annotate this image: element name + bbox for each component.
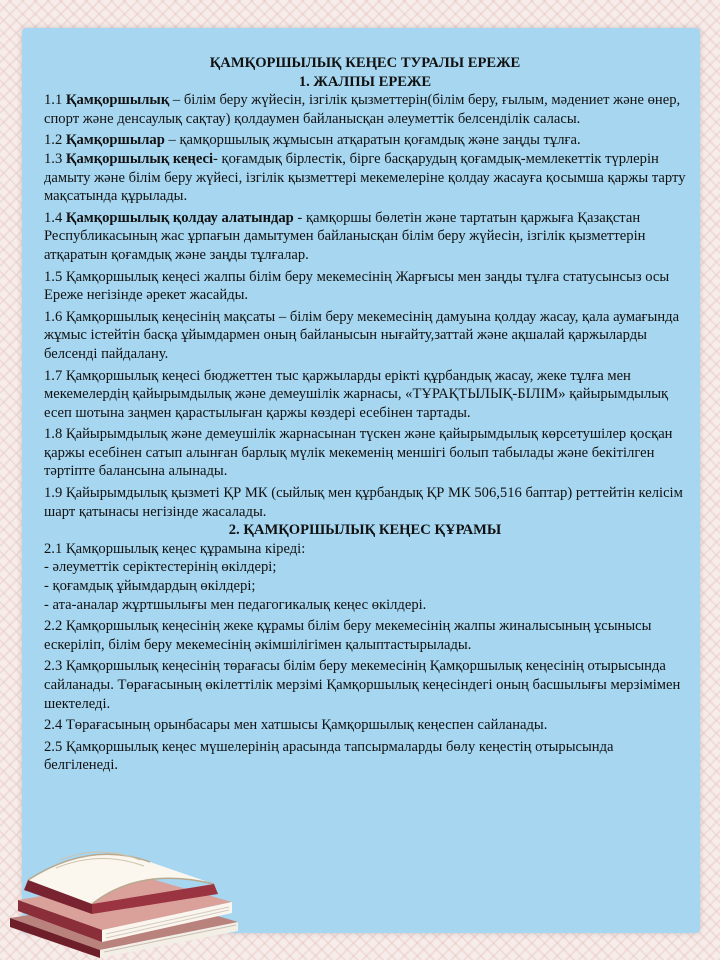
- para-number: 1.1: [44, 92, 66, 109]
- paragraph-2-5: 2.5 Қамқоршылық кеңес мүшелерінің арасында тапсырмаларды бөлу кеңестің отырысында белгіленеді.: [44, 738, 614, 774]
- paragraph-1-2: [44, 131, 686, 150]
- paragraph-2-3: 2.3 Қамқоршылық кеңесінің төрағасы білім беру мекемесінің Қамқоршылық кеңесінің отырысында сайланады. Төрағасының өкілеттілік мерзімі Қамқоршылық кеңесіндегі оның басшылығы мерзімімен шектеледі.: [44, 658, 681, 712]
- paragraph-1-7: 1.7 Қамқоршылық кеңесі бюджеттен тыс қаржыларды ерікті құрбандық жасау, жеке тұлға мен мекемелердің қайырымдылық және демеушілік жарнасы, «ТҰРАҚТЫЛЫҚ-БІЛІМ» қайырымдылық есеп шотына заңмен қарастылыған қаржы көздері есебінен тартады.: [44, 367, 669, 421]
- books-illustration-icon: [0, 800, 245, 960]
- paragraph-1-8: 1.8 Қайырымдылық және демеушілік жарнасынан түскен және қайырымдылық көрсетушілер қосқан қаржы есебінен сатып алынған барлық мүлік мекеменің меншігі болып табылады және бекітілген тәртіпте балансына алынады.: [44, 426, 673, 480]
- para-number: 1.2: [44, 132, 66, 149]
- definition: - қамқоршы бөлетін және тартатын қаржыға Қазақстан Республикасының жас ұрпағын дамытумен байланысқан білім беру жүйесін, ізгілік қызметтерін атқаратын қоғамдық және заңды тұлғалар.: [44, 209, 646, 263]
- paragraph-1-5: 1.5 Қамқоршылық кеңесі жалпы білім беру мекемесінің Жарғысы мен заңды тұлға статусынсыз осы Ереже негізінде әрекет жасайды.: [44, 268, 670, 304]
- para-number: 1.3: [44, 150, 66, 167]
- paragraph-2-4: 2.4 Төрағасының орынбасары мен хатшысы Қамқоршылық кеңеспен сайланады.: [44, 717, 548, 734]
- document-title: ҚАМҚОРШЫЛЫҚ КЕҢЕС ТУРАЛЫ ЕРЕЖЕ: [209, 55, 521, 71]
- paragraph-1-4: [44, 209, 686, 265]
- definition: – қамқоршылық жұмысын атқаратын қоғамдық және заңды тұлға.: [164, 132, 581, 149]
- section-1-heading: 1. ЖАЛПЫ ЕРЕЖЕ: [298, 73, 432, 90]
- paragraph-1-9: 1.9 Қайырымдылық қызметі ҚР МК (сыйлық мен құрбандық ҚР МК 506,516 баптар) реттейтін келісім шарт қатынасы негізінде жасалады.: [44, 485, 683, 520]
- section-2-heading: 2. ҚАМҚОРШЫЛЫҚ КЕҢЕС ҚҰРАМЫ: [228, 522, 502, 539]
- paragraph-2-1: 2.1 Қамқоршылық кеңес құрамына кіреді:: [44, 540, 306, 557]
- list-item: - қоғамдық ұйымдардың өкілдері;: [44, 578, 256, 595]
- paragraph-1-1: [44, 91, 686, 128]
- document-body: [44, 54, 686, 775]
- paragraph-1-6: 1.6 Қамқоршылық кеңесінің мақсаты – білім беру мекемесінің дамуына қолдау жасау, қала аумағында жұмыс істейтін басқа ұйымдармен оның байланысын нығайту,заттай және ақшалай қаржыларды белсенді пайдалану.: [44, 308, 680, 362]
- term: Қамқоршылық: [65, 92, 170, 109]
- list-item: - әлеуметтік серіктестерінің өкілдері;: [44, 559, 277, 576]
- paragraph-2-2: 2.2 Қамқоршылық кеңесінің жеке құрамы білім беру мекемесінің жалпы жиналысының ұсынысы ескеріліп, білім беру мекемесінің әкімшілігімен қалыптастырылады.: [44, 618, 652, 653]
- list-item: - ата-аналар жұртшылығы мен педагогикалық кеңес өкілдері.: [44, 596, 427, 613]
- definition: – білім беру жүйесін, ізгілік қызметтерін(білім беру, ғылым, мәдениет және өнер, спорт және денсаулық сақтау) қолдаумен байланысқан әлеуметтік белсенділік саласы.: [44, 92, 681, 127]
- term: Қамқоршылық қолдау алатындар: [65, 209, 294, 226]
- para-number: 1.4: [44, 209, 66, 226]
- term: Қамқоршылық кеңесі: [65, 150, 214, 167]
- definition: - қоғамдық бірлестік, бірге басқарудың қоғамдық-мемлекеттік түрлерін дамыту және білім беру жүйесі, ізгілік қызметтері мекемелеріне қолдау жасауға қосымша қаржы тарту мақсатында құрылады.: [44, 150, 686, 205]
- term: Қамқоршылар: [65, 132, 165, 149]
- paragraph-1-3: [44, 150, 686, 206]
